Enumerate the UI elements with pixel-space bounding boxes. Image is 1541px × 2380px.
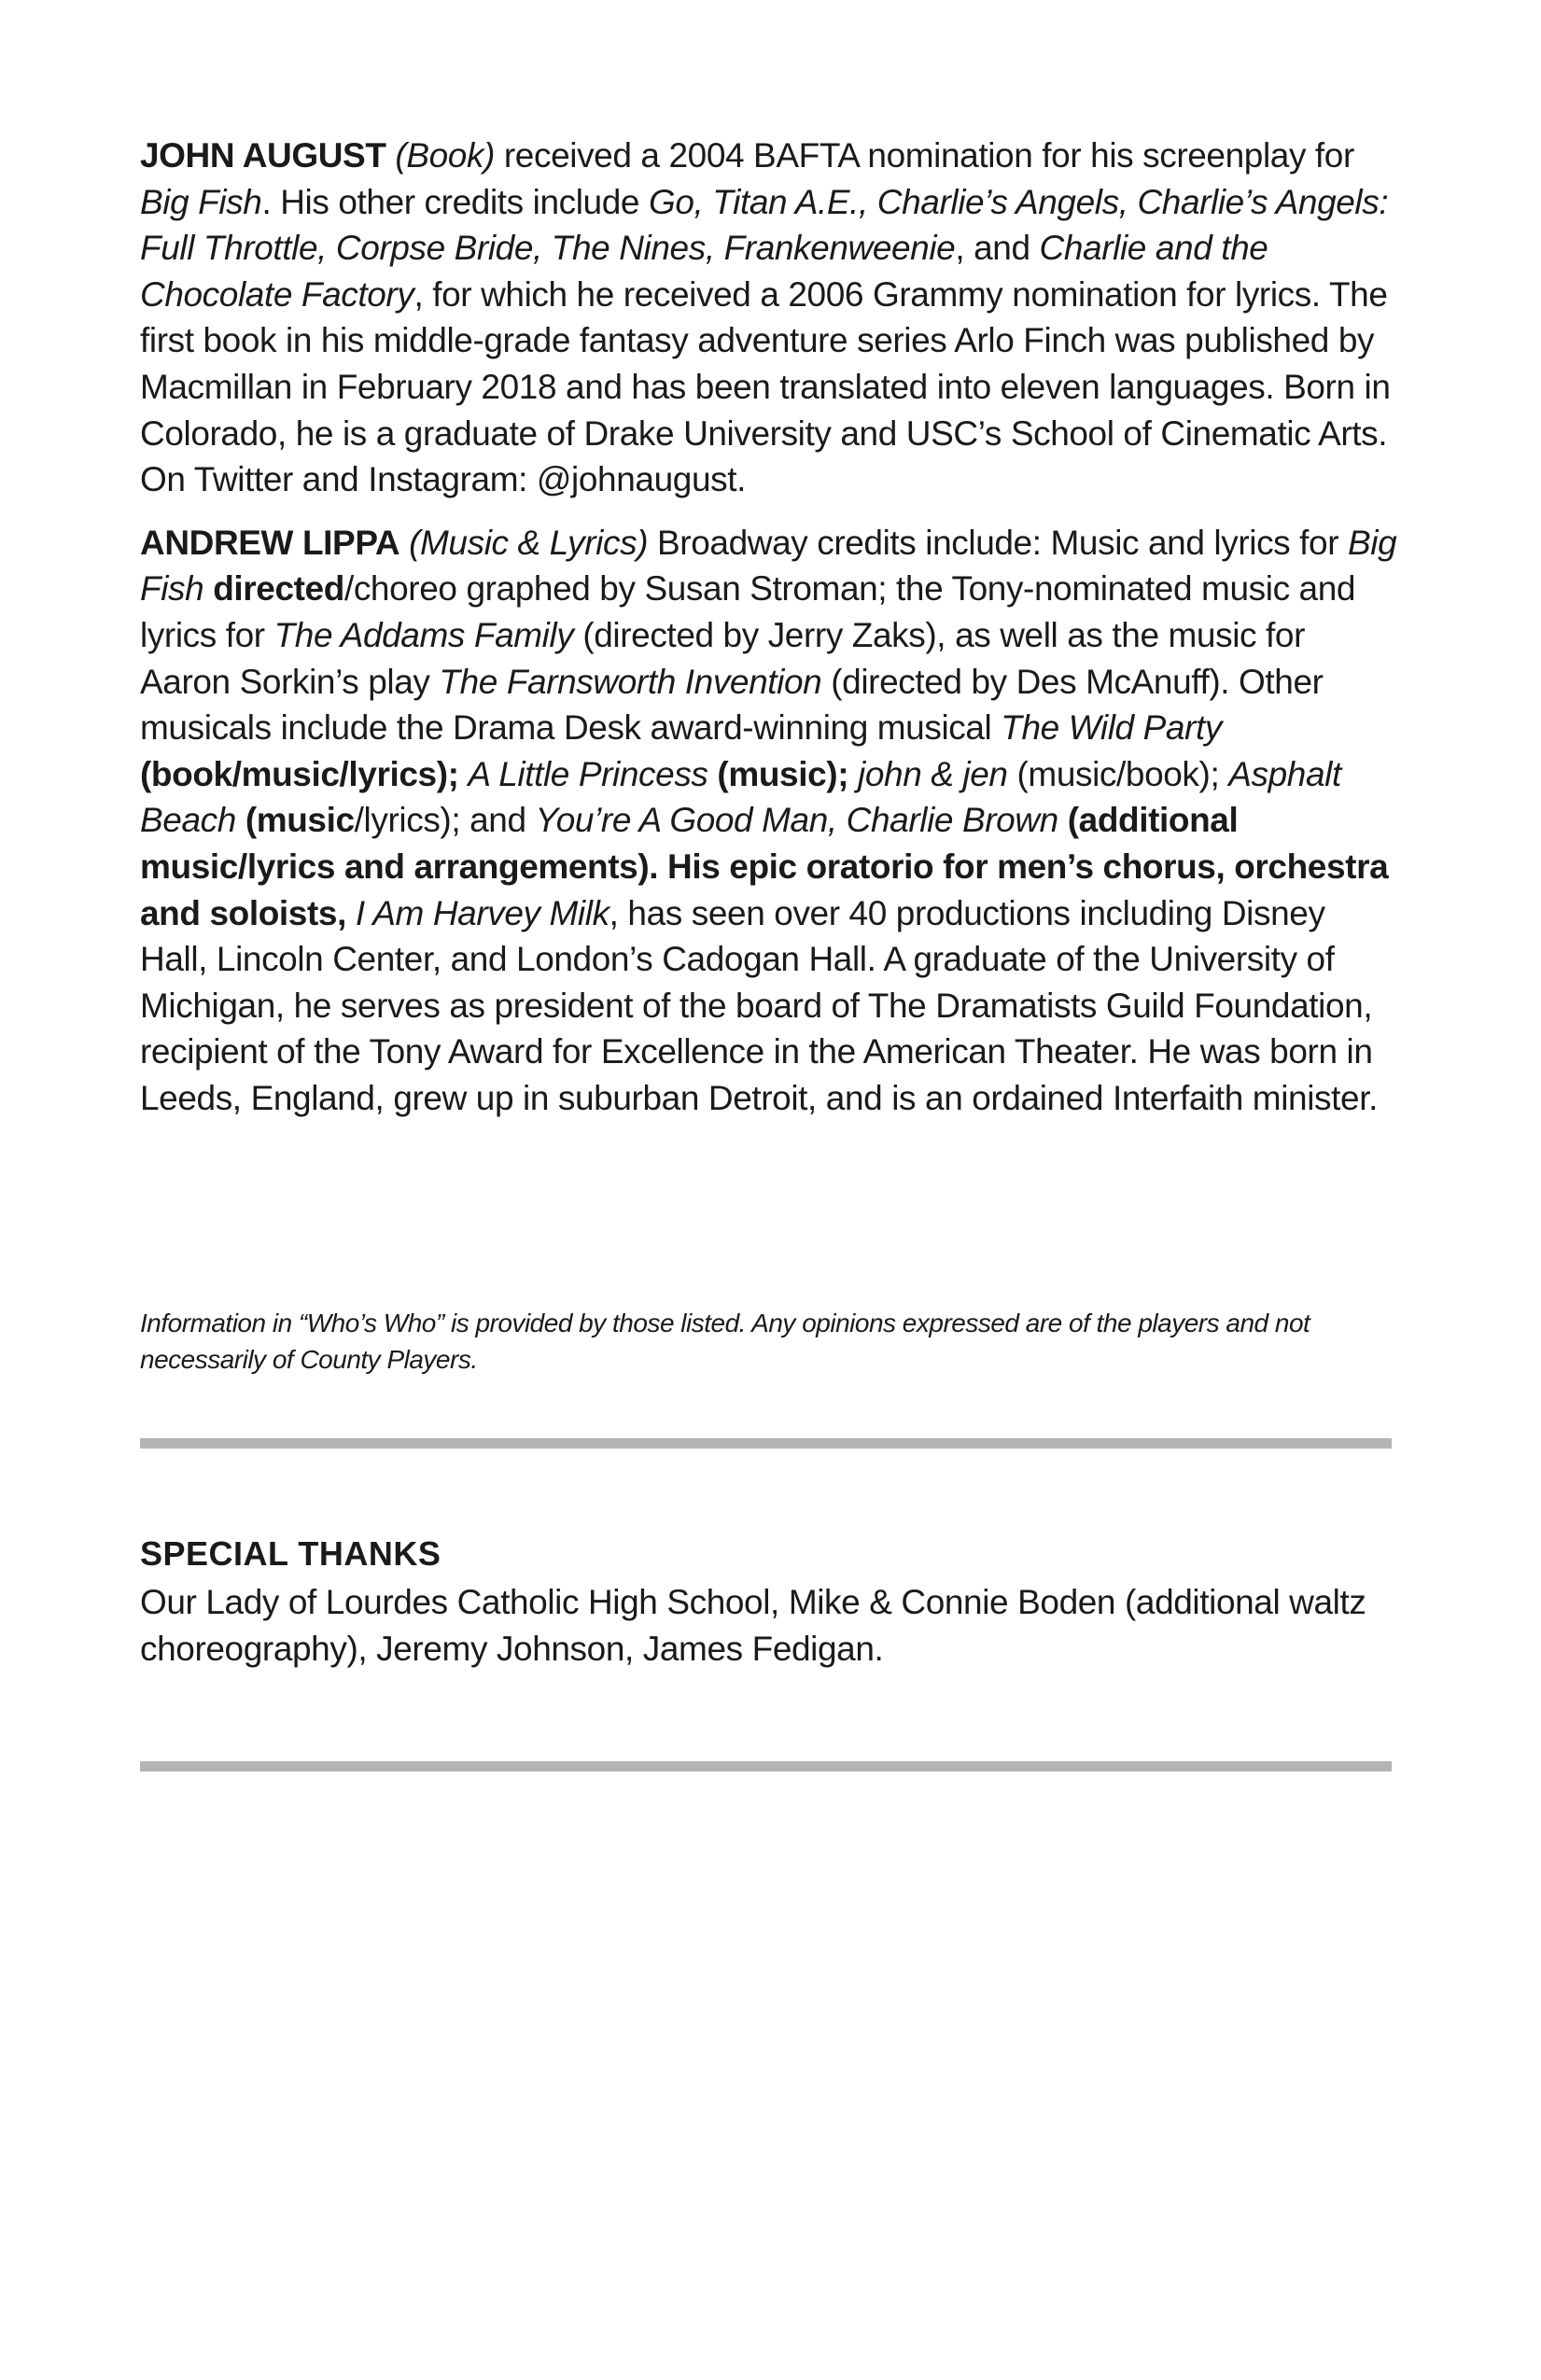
bio-title: You’re A Good Man, Charlie Brown xyxy=(535,801,1058,840)
bio-bold-text: directed xyxy=(213,569,344,609)
bio-text: , has seen over 40 productions including Disney Hall, Lincoln Center, and London’s Cadogan Hall. A graduate of the University of Michigan, he serves as president of the board of The Dramatists Guild Foundation, recipient of the Tony Award for Excellence in the American Theater. He was born in Leeds, England, grew up in suburban Detroit, and is an ordained Interfaith minister. xyxy=(140,893,1378,1117)
bio-text: . His other credits include xyxy=(261,182,649,221)
bio-text xyxy=(848,755,858,793)
bio-title: The Farnsworth Invention xyxy=(439,662,822,701)
bio-title: The Wild Party xyxy=(1001,708,1222,748)
special-thanks-heading: SPECIAL THANKS xyxy=(140,1534,441,1573)
bio-title: I Am Harvey Milk xyxy=(355,893,609,932)
bio-title: john & jen xyxy=(858,754,1008,793)
bio-text xyxy=(708,755,718,793)
bio-title: The Addams Family xyxy=(273,615,574,654)
bio-bold-text: (book/music/lyrics); xyxy=(140,754,459,793)
bio-text: /lyrics); and xyxy=(354,801,536,840)
bio-title: Big Fish xyxy=(140,523,1397,609)
bio-text xyxy=(459,755,469,793)
bio-text xyxy=(203,569,213,608)
bio-bold-text: (music); xyxy=(717,754,849,793)
bio-text: Broadway credits include: Music and lyrics for xyxy=(648,523,1349,562)
bio-title: Go, Titan A.E., Charlie’s Angels, Charlie’s Angels: Full Throttle, Corpse Bride, The Nines, Frankenweenie xyxy=(140,182,1389,268)
bio-text xyxy=(346,894,356,932)
bio-andrew-lippa xyxy=(140,520,1400,1122)
bio-role: (Book) xyxy=(395,136,495,175)
bio-name: JOHN AUGUST xyxy=(140,136,386,175)
bio-role: (Music & Lyrics) xyxy=(409,523,649,562)
section-divider xyxy=(140,1761,1392,1771)
bio-text: (music/book); xyxy=(1007,754,1229,793)
bio-text xyxy=(236,801,245,839)
disclaimer-note: Information in “Who’s Who” is provided by those listed. Any opinions expressed are of the players and not necessarily of County Players. xyxy=(140,1309,1310,1374)
bio-title: Big Fish xyxy=(140,182,262,221)
bio-text: , and xyxy=(955,229,1040,268)
bio-title: A Little Princess xyxy=(468,754,708,793)
section-divider xyxy=(140,1438,1392,1449)
bio-text: received a 2004 BAFTA nomination for his screenplay for xyxy=(495,136,1354,175)
bio-title: Asphalt Beach xyxy=(140,754,1341,840)
bio-john-august xyxy=(140,133,1400,503)
bio-name: ANDREW LIPPA xyxy=(140,523,400,562)
bio-text: /choreo graphed by Susan Stroman; the Tony-nominated music and lyrics for xyxy=(140,569,1356,654)
bio-text: , for which he received a 2006 Grammy nomination for lyrics. The first book in his middle-grade fantasy adventure series Arlo Finch was published by Macmillan in February 2018 and has been translated into eleven languages. Born in Colorado, he is a graduate of Drake University and USC’s School of Cinematic Arts. On Twitter and Instagram: @johnaugust. xyxy=(140,274,1391,499)
bio-text: (directed by Des McAnuff). Other musicals include the Drama Desk award-winning musical xyxy=(140,662,1324,748)
bio-text xyxy=(1058,801,1068,839)
bio-bold-text: (additional music/lyrics and arrangements). His epic oratorio for men’s chorus, orchestra and soloists, xyxy=(140,801,1389,932)
bio-bold-text: (music xyxy=(245,801,355,840)
bios-section xyxy=(140,133,1400,1138)
special-thanks-body: Our Lady of Lourdes Catholic High School, Mike & Connie Boden (additional waltz choreography), Jeremy Johnson, James Fedigan. xyxy=(140,1583,1366,1668)
bio-title: Charlie and the Chocolate Factory xyxy=(140,229,1268,314)
bio-text: (directed by Jerry Zaks), as well as the music for Aaron Sorkin’s play xyxy=(140,615,1305,701)
